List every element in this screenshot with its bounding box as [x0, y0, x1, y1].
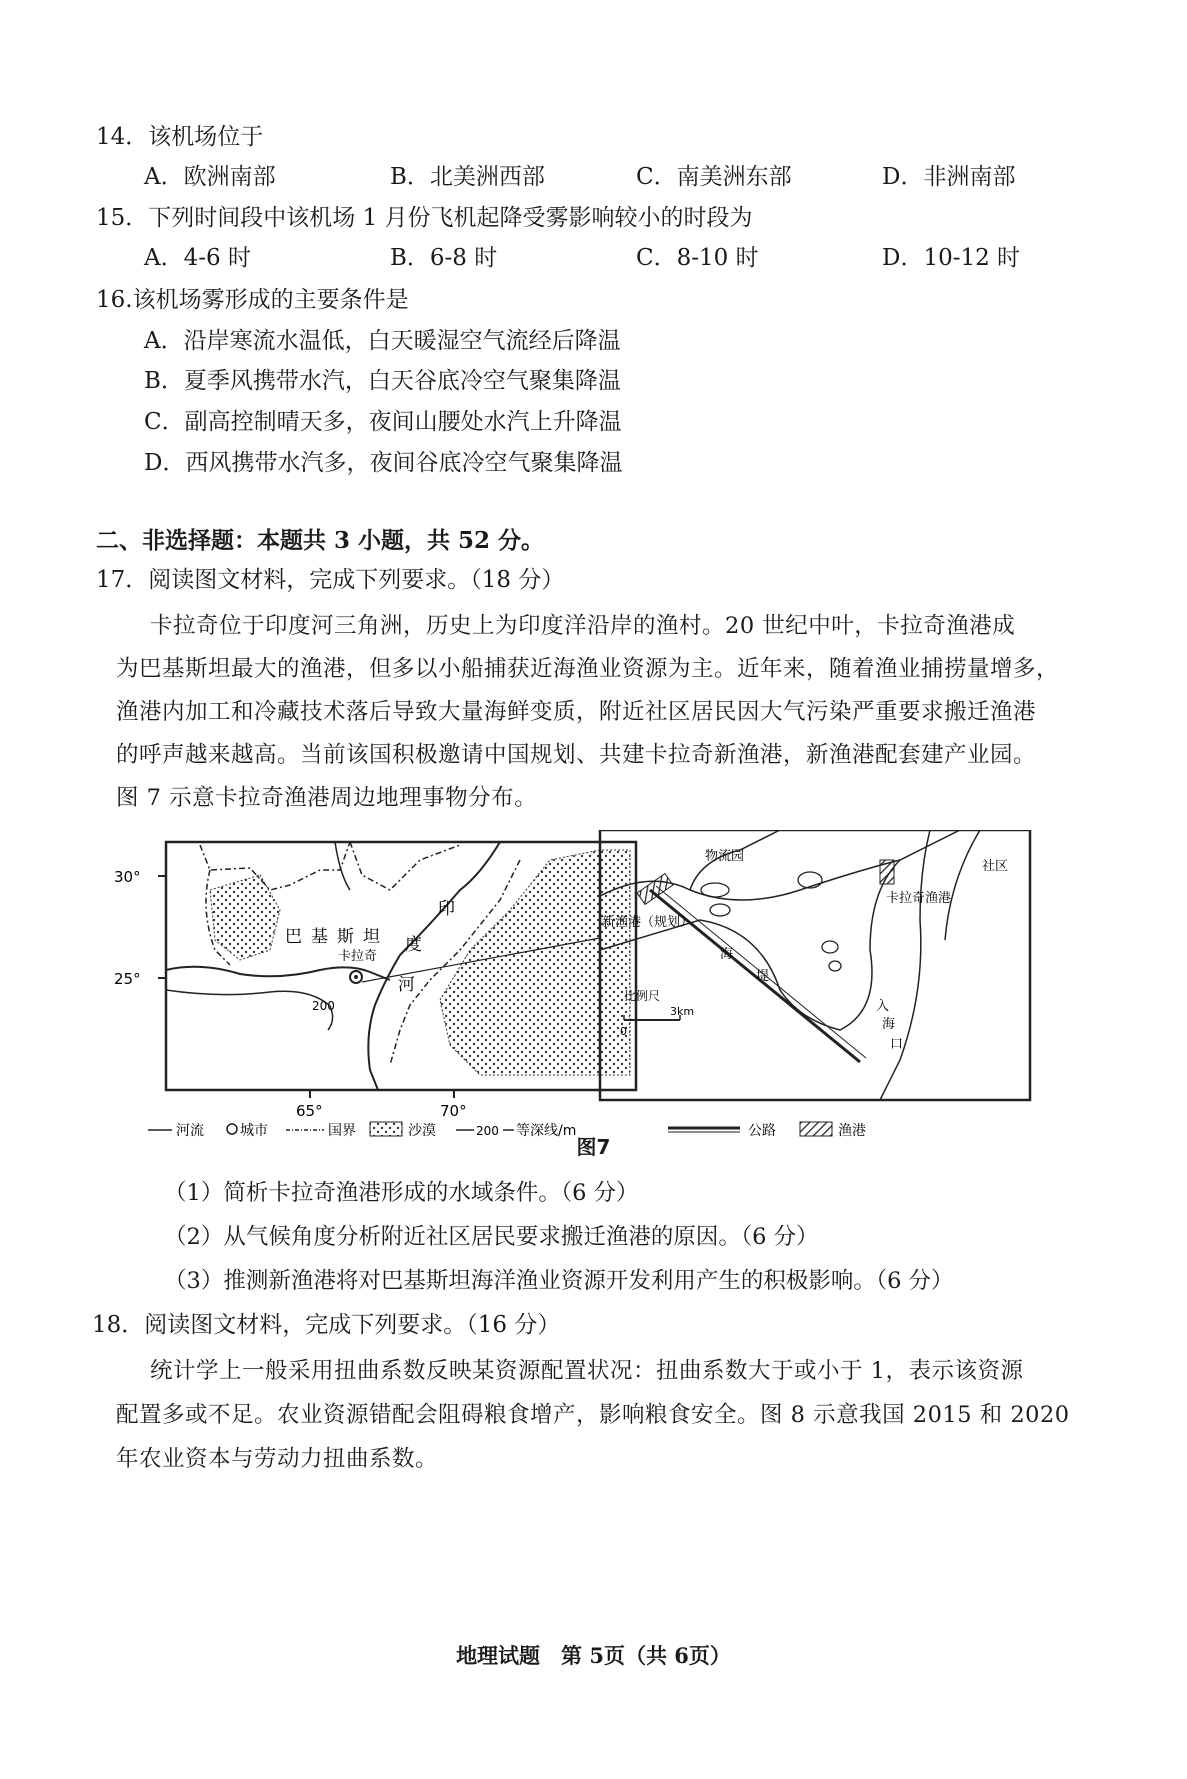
inset-label-estuary-2: 海: [882, 1017, 896, 1032]
lon-70-label: 70°: [440, 1102, 467, 1120]
q18-stem: 18．阅读图文材料，完成下列要求。（16 分）: [92, 1312, 561, 1338]
river-label-2: 度: [405, 935, 422, 955]
inset-label-karachi-port: 卡拉奇渔港: [886, 891, 952, 906]
new-port: [637, 874, 673, 905]
lat-30-label: 30°: [114, 868, 141, 886]
inset-label-estuary-1: 入: [876, 999, 890, 1014]
karachi-port: [880, 860, 894, 884]
q17-stem: 17．阅读图文材料，完成下列要求。（18 分）: [96, 567, 565, 593]
lat-25-label: 25°: [114, 970, 141, 988]
q17-subquestion-3: （3）推测新渔港将对巴基斯坦海洋渔业资源开发利用产生的积极影响。（6 分）: [164, 1268, 954, 1294]
q17-paragraph-line: 的呼声越来越高。当前该国积极邀请中国规划、共建卡拉奇新渔港，新渔港配套建产业园。: [116, 742, 1037, 768]
inset-map-frame: [600, 830, 1030, 1100]
inset-label-logistics: 物流园: [705, 849, 745, 864]
q15-option-c: C．8-10 时: [636, 245, 759, 271]
scale-3km: 3km: [670, 1005, 695, 1018]
q14-option-c: C．南美洲东部: [636, 164, 792, 190]
q14-option-b: B．北美洲西部: [390, 164, 545, 190]
q18-paragraph-line: 年农业资本与劳动力扭曲系数。: [116, 1446, 439, 1472]
city-label: 卡拉奇: [338, 949, 378, 964]
figure-caption: 图7: [576, 1135, 611, 1159]
islet: [829, 961, 841, 971]
q16-stem: 16.该机场雾形成的主要条件是: [96, 287, 409, 313]
legend-road: 公路: [748, 1123, 776, 1139]
legend-desert: 沙漠: [408, 1123, 436, 1139]
q15-stem: 15．下列时间段中该机场 1 月份飞机起降受雾影响较小的时段为: [96, 205, 753, 231]
page-footer: 地理试题 第 5页（共 6页）: [456, 1643, 731, 1668]
country-label-2: 基: [311, 927, 328, 947]
scale-0: 0: [620, 1025, 627, 1038]
islet: [798, 872, 822, 888]
inset-label-estuary-3: 口: [890, 1037, 904, 1052]
q18-paragraph-line: 统计学上一般采用扭曲系数反映某资源配置状况：扭曲系数大于或小于 1，表示该资源: [150, 1358, 1024, 1384]
country-label-4: 坦: [363, 927, 380, 947]
q17-paragraph-line: 渔港内加工和冷藏技术落后导致大量海鲜变质，附近社区居民因大气污染严重要求搬迁渔港: [116, 699, 1037, 725]
q14-option-d: D．非洲南部: [882, 164, 1016, 190]
isobath-label: 200: [312, 999, 335, 1013]
q17-subquestion-2: （2）从气候角度分析附近社区居民要求搬迁渔港的原因。（6 分）: [164, 1224, 819, 1250]
desert-west: [210, 875, 280, 960]
islet: [701, 883, 729, 897]
q17-paragraph-line: 图 7 示意卡拉奇渔港周边地理事物分布。: [116, 785, 538, 811]
inset-label-dike-1: 海: [720, 947, 734, 962]
country-label-3: 斯: [337, 927, 354, 947]
legend-city: 城市: [240, 1123, 268, 1139]
q16-option-b: B．夏季风携带水汽，白天谷底冷空气聚集降温: [144, 368, 621, 394]
figure-7-map: [100, 830, 1060, 1140]
q14-option-a: A．欧洲南部: [144, 164, 276, 190]
legend-river: 河流: [176, 1123, 204, 1139]
q17-paragraph-line: 卡拉奇位于印度河三角洲，历史上为印度洋沿岸的渔村。20 世纪中叶，卡拉奇渔港成: [150, 613, 1016, 639]
inset-label-dike-2: 堤: [756, 969, 770, 984]
q17-subquestion-1: （1）简析卡拉奇渔港形成的水域条件。（6 分）: [164, 1180, 639, 1206]
q15-option-b: B．6-8 时: [390, 245, 498, 271]
inset-scale-label: 比例尺: [624, 989, 661, 1003]
inset-label-new-port: 新渔港（规划）: [602, 915, 694, 930]
country-label-1: 巴: [285, 927, 302, 947]
q18-paragraph-line: 配置多或不足。农业资源错配会阻碍粮食增产，影响粮食安全。图 8 示意我国 2015 和 2020: [116, 1402, 1070, 1428]
q17-paragraph-line: 为巴基斯坦最大的渔港，但多以小船捕获近海渔业资源为主。近年来，随着渔业捕捞量增多，: [116, 656, 1060, 682]
lon-65-label: 65°: [296, 1102, 323, 1120]
inset-label-community: 社区: [982, 859, 1009, 874]
section-heading: 二、非选择题：本题共 3 小题，共 52 分。: [96, 527, 545, 554]
tributary: [335, 842, 350, 890]
q16-option-c: C．副高控制晴天多，夜间山腰处水汽上升降温: [144, 409, 622, 435]
q15-option-d: D．10-12 时: [882, 245, 1021, 271]
river-label-1: 印: [438, 899, 455, 919]
q16-option-d: D．西风携带水汽多，夜间谷底冷空气聚集降温: [144, 450, 623, 476]
islet: [822, 941, 838, 953]
q14-stem: 14．该机场位于: [96, 124, 264, 150]
legend-isobath: 等深线/m: [516, 1123, 577, 1139]
islet: [710, 904, 730, 916]
legend-isobath-value: 200: [476, 1124, 499, 1138]
q15-option-a: A．4-6 时: [144, 245, 251, 271]
q16-option-a: A．沿岸寒流水温低，白天暖湿空气流经后降温: [144, 328, 621, 354]
legend-port: 渔港: [838, 1123, 866, 1139]
river-label-3: 河: [398, 975, 415, 995]
isobath-200: [166, 990, 333, 1030]
legend-border: 国界: [328, 1123, 356, 1139]
